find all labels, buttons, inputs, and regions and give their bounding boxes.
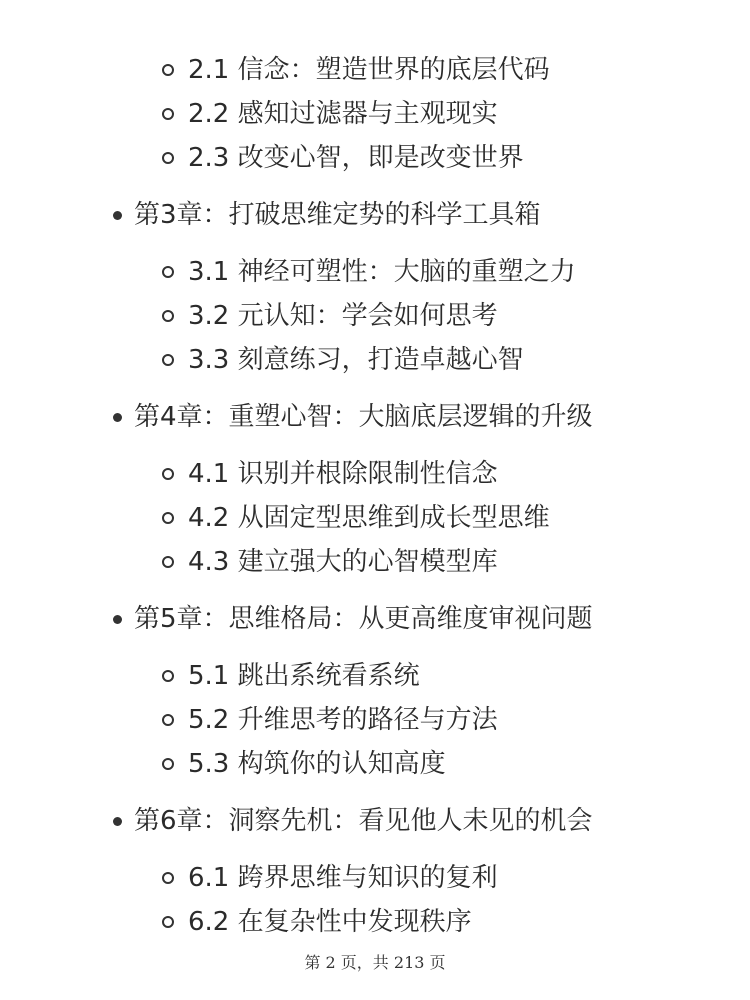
chapter-heading-text: 第5章：思维格局：从更高维度审视问题 <box>134 604 593 634</box>
chapter-heading <box>113 801 593 841</box>
list-item <box>162 656 420 696</box>
list-item <box>162 340 524 380</box>
list-item <box>162 50 550 90</box>
list-item <box>162 700 498 740</box>
list-item <box>162 94 498 134</box>
list-item <box>162 542 498 582</box>
hollow-bullet-icon <box>162 916 174 928</box>
list-item-text: 5.2 升维思考的路径与方法 <box>188 705 498 735</box>
hollow-bullet-icon <box>162 108 174 120</box>
disc-bullet-icon <box>113 817 122 826</box>
list-item <box>162 296 498 336</box>
list-item <box>162 744 446 784</box>
hollow-bullet-icon <box>162 468 174 480</box>
list-item <box>162 252 576 292</box>
hollow-bullet-icon <box>162 310 174 322</box>
list-item-text: 3.2 元认知：学会如何思考 <box>188 301 498 331</box>
list-item-text: 4.1 识别并根除限制性信念 <box>188 459 498 489</box>
hollow-bullet-icon <box>162 512 174 524</box>
list-item-text: 6.2 在复杂性中发现秩序 <box>188 907 472 937</box>
hollow-bullet-icon <box>162 872 174 884</box>
list-item-text: 3.1 神经可塑性：大脑的重塑之力 <box>188 257 576 287</box>
hollow-bullet-icon <box>162 670 174 682</box>
hollow-bullet-icon <box>162 714 174 726</box>
chapter-heading <box>113 599 593 639</box>
hollow-bullet-icon <box>162 556 174 568</box>
list-item-text: 4.3 建立强大的心智模型库 <box>188 547 498 577</box>
list-item-text: 6.1 跨界思维与知识的复利 <box>188 863 498 893</box>
list-item-text: 5.3 构筑你的认知高度 <box>188 749 446 779</box>
hollow-bullet-icon <box>162 64 174 76</box>
chapter-heading <box>113 195 541 235</box>
list-item-text: 5.1 跳出系统看系统 <box>188 661 420 691</box>
hollow-bullet-icon <box>162 266 174 278</box>
hollow-bullet-icon <box>162 354 174 366</box>
list-item-text: 2.3 改变心智，即是改变世界 <box>188 143 524 173</box>
chapter-heading-text: 第6章：洞察先机：看见他人未见的机会 <box>134 806 593 836</box>
list-item <box>162 138 524 178</box>
chapter-heading-text: 第3章：打破思维定势的科学工具箱 <box>134 200 541 230</box>
list-item <box>162 454 498 494</box>
list-item <box>162 498 550 538</box>
hollow-bullet-icon <box>162 758 174 770</box>
disc-bullet-icon <box>113 615 122 624</box>
list-item-text: 2.1 信念：塑造世界的底层代码 <box>188 55 550 85</box>
page-indicator: 第 2 页，共 213 页 <box>304 953 446 972</box>
disc-bullet-icon <box>113 211 122 220</box>
list-item-text: 3.3 刻意练习，打造卓越心智 <box>188 345 524 375</box>
disc-bullet-icon <box>113 413 122 422</box>
list-item-text: 4.2 从固定型思维到成长型思维 <box>188 503 550 533</box>
list-item <box>162 858 498 898</box>
hollow-bullet-icon <box>162 152 174 164</box>
list-item-text: 2.2 感知过滤器与主观现实 <box>188 99 498 129</box>
list-item <box>162 902 472 942</box>
chapter-heading-text: 第4章：重塑心智：大脑底层逻辑的升级 <box>134 402 593 432</box>
chapter-heading <box>113 397 593 437</box>
